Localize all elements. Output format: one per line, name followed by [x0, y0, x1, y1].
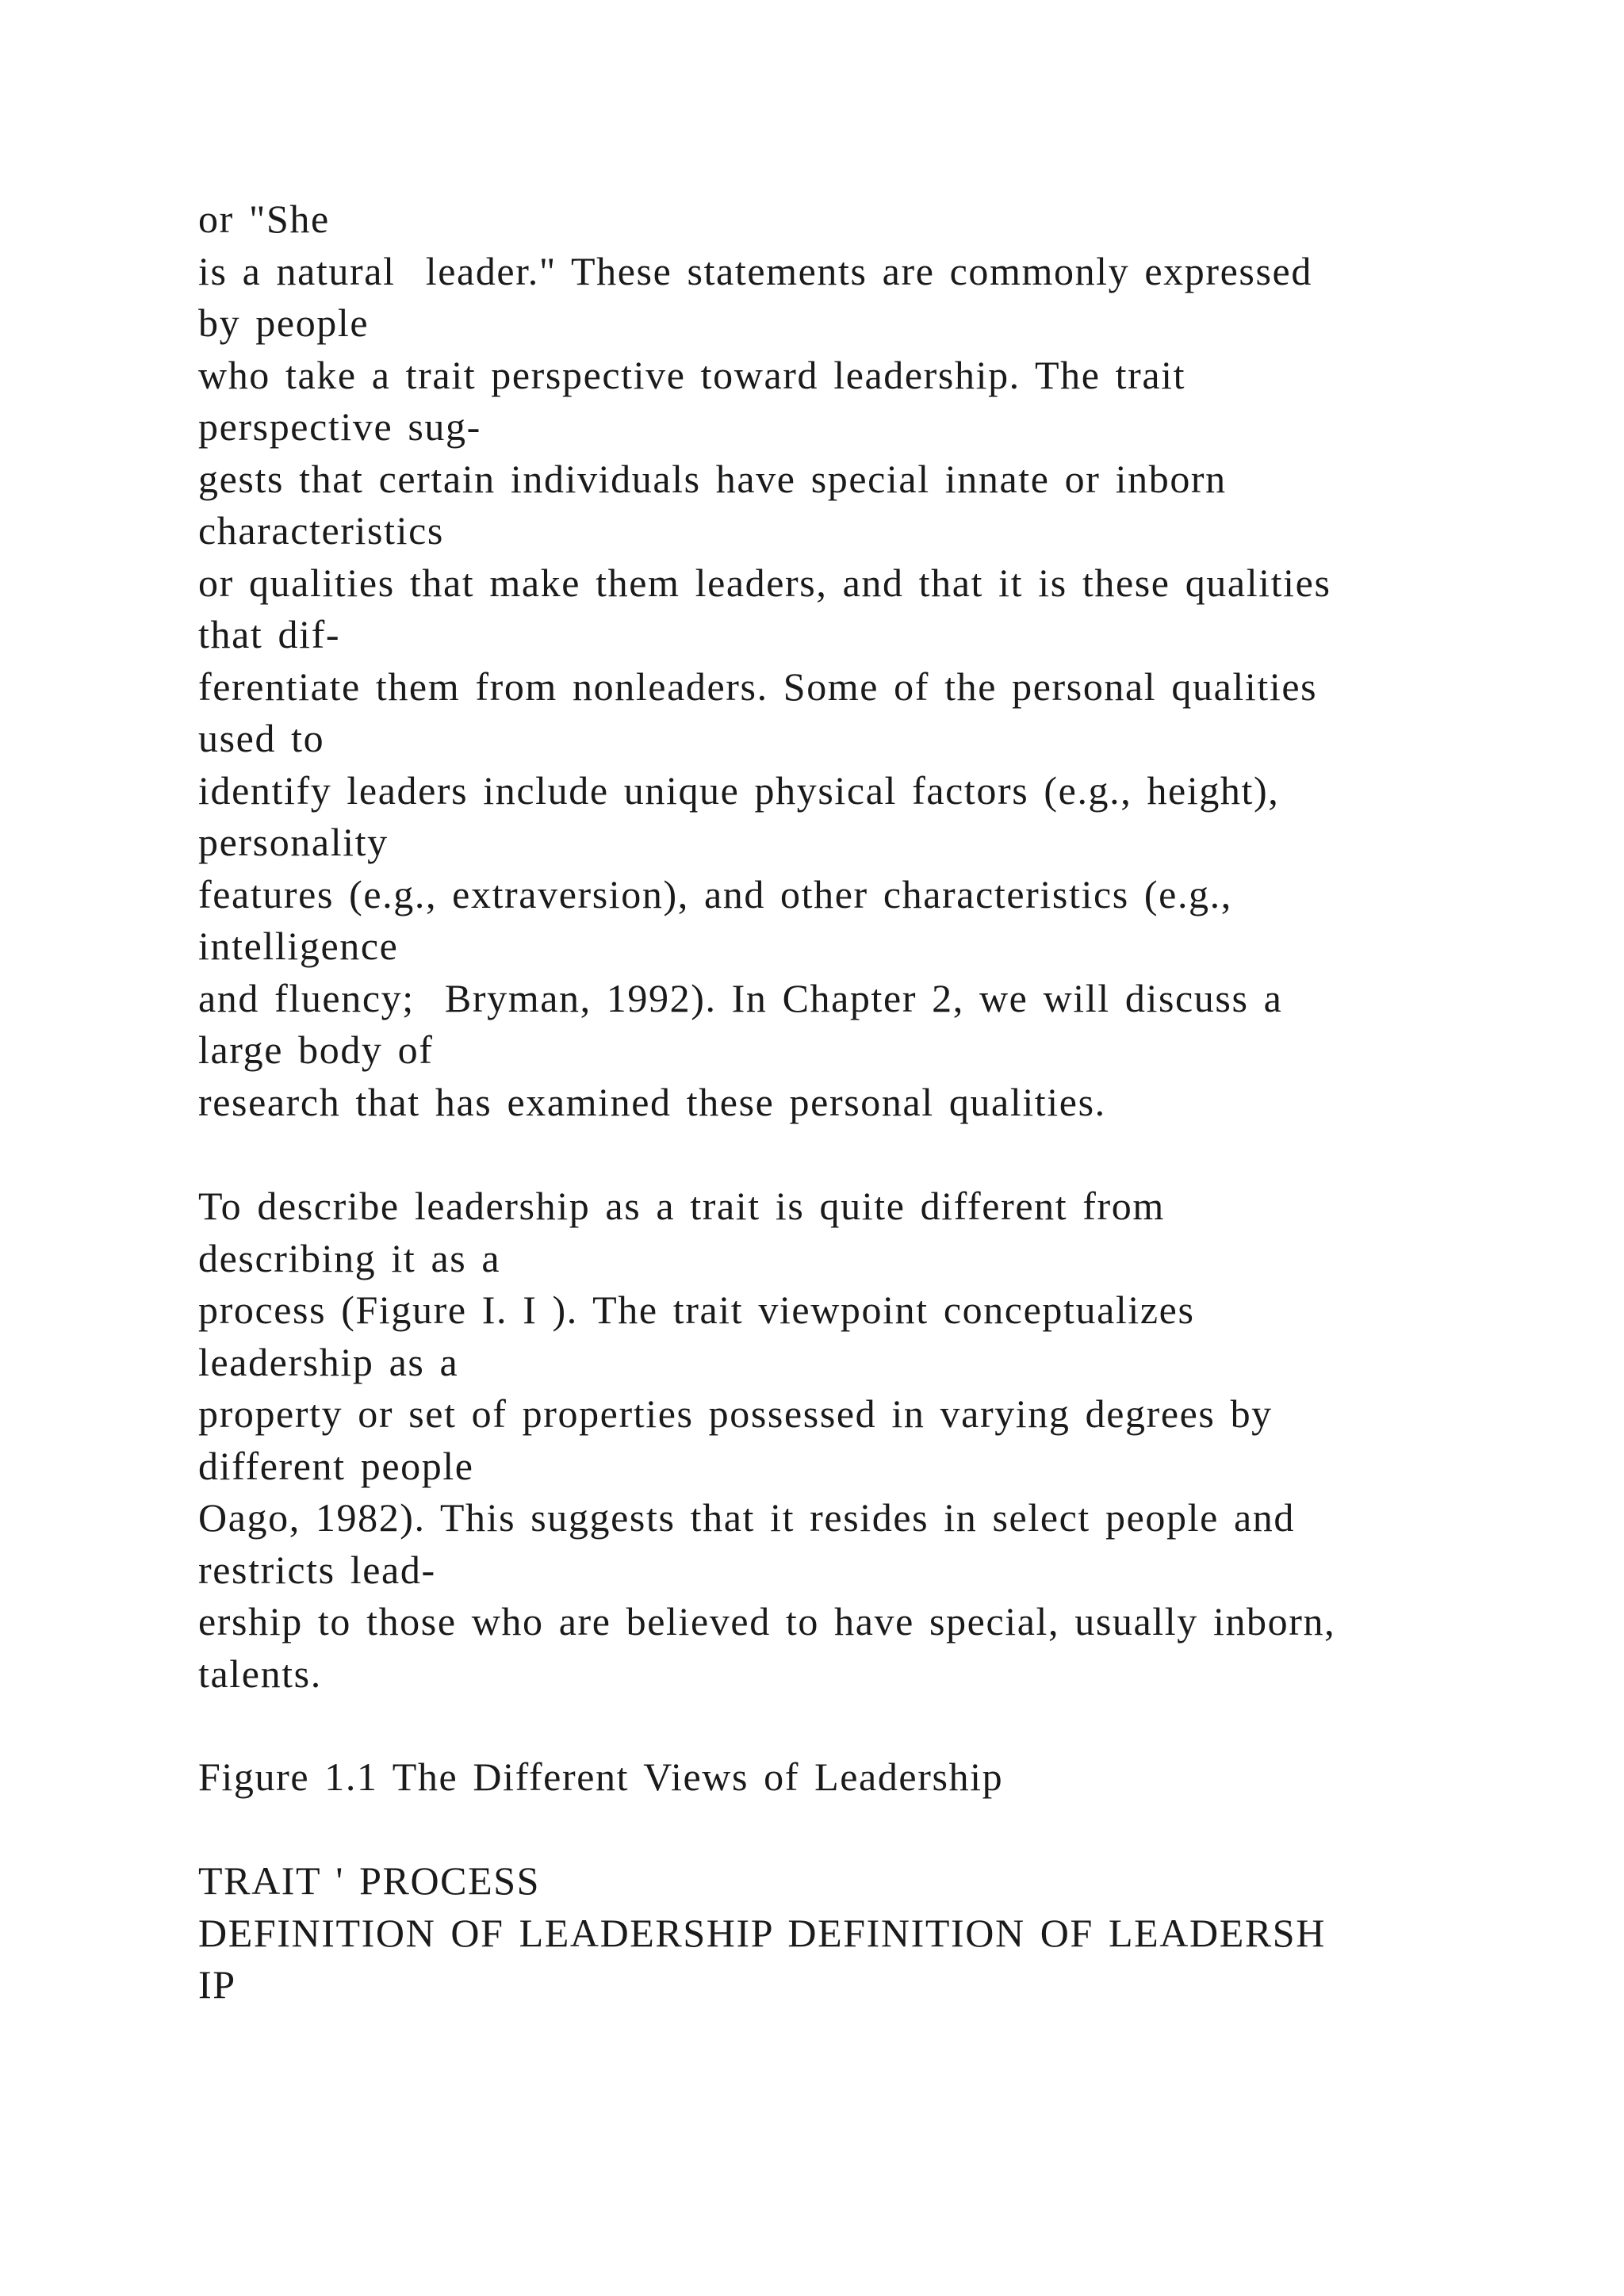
- text-line: who take a trait perspective toward leadership. The trait: [198, 352, 1186, 397]
- text-line: ership to those who are believed to have special, usually inborn,: [198, 1599, 1336, 1644]
- text-line: Oago, 1982). This suggests that it resides in select people and: [198, 1495, 1295, 1540]
- text-line: talents.: [198, 1651, 322, 1696]
- figure-label-line: IP: [198, 1962, 236, 2007]
- paragraph-trait-perspective: [198, 193, 1467, 1128]
- text-line: process (Figure I. I ). The trait viewpoint conceptualizes: [198, 1288, 1195, 1332]
- text-line: different people: [198, 1443, 474, 1488]
- figure-label-line: TRAIT ' PROCESS: [198, 1858, 541, 1903]
- text-line: restricts lead-: [198, 1547, 436, 1592]
- text-line: or "She: [198, 197, 330, 241]
- text-line: property or set of properties possessed in varying degrees by: [198, 1391, 1273, 1436]
- text-line: ferentiate them from nonleaders. Some of the personal qualities: [198, 664, 1318, 709]
- text-line: To describe leadership as a trait is quite different from: [198, 1184, 1165, 1228]
- text-line: characteristics: [198, 508, 444, 553]
- text-line: leadership as a: [198, 1339, 459, 1384]
- figure-caption: [198, 1751, 1467, 1804]
- text-line: large body of: [198, 1027, 434, 1072]
- text-line: describing it as a: [198, 1235, 501, 1280]
- text-line: perspective sug-: [198, 404, 481, 449]
- text-line: that dif-: [198, 612, 341, 656]
- text-line: identify leaders include unique physical factors (e.g., height),: [198, 767, 1280, 813]
- text-line: or qualities that make them leaders, and that it is these qualities: [198, 560, 1331, 605]
- text-line: is a natural leader." These statements are commonly expressed: [198, 248, 1312, 293]
- text-line: gests that certain individuals have special innate or inborn: [198, 456, 1227, 501]
- figure-label-line: DEFINITION OF LEADERSHIP DEFINITION OF LEADERSH: [198, 1910, 1326, 1955]
- text-line: by people: [198, 300, 370, 345]
- figure-caption-text: Figure 1.1 The Different Views of Leadership: [198, 1755, 1004, 1799]
- paragraph-trait-vs-process: [198, 1181, 1467, 1700]
- figure-labels: [198, 1855, 1467, 2011]
- text-line: research that has examined these personal qualities.: [198, 1079, 1106, 1124]
- text-line: personality: [198, 820, 389, 864]
- text-line: features (e.g., extraversion), and other characteristics (e.g.,: [198, 871, 1232, 916]
- text-line: used to: [198, 716, 325, 760]
- text-line: and fluency; Bryman, 1992). In Chapter 2, we will discuss a: [198, 975, 1283, 1020]
- text-line: intelligence: [198, 924, 399, 968]
